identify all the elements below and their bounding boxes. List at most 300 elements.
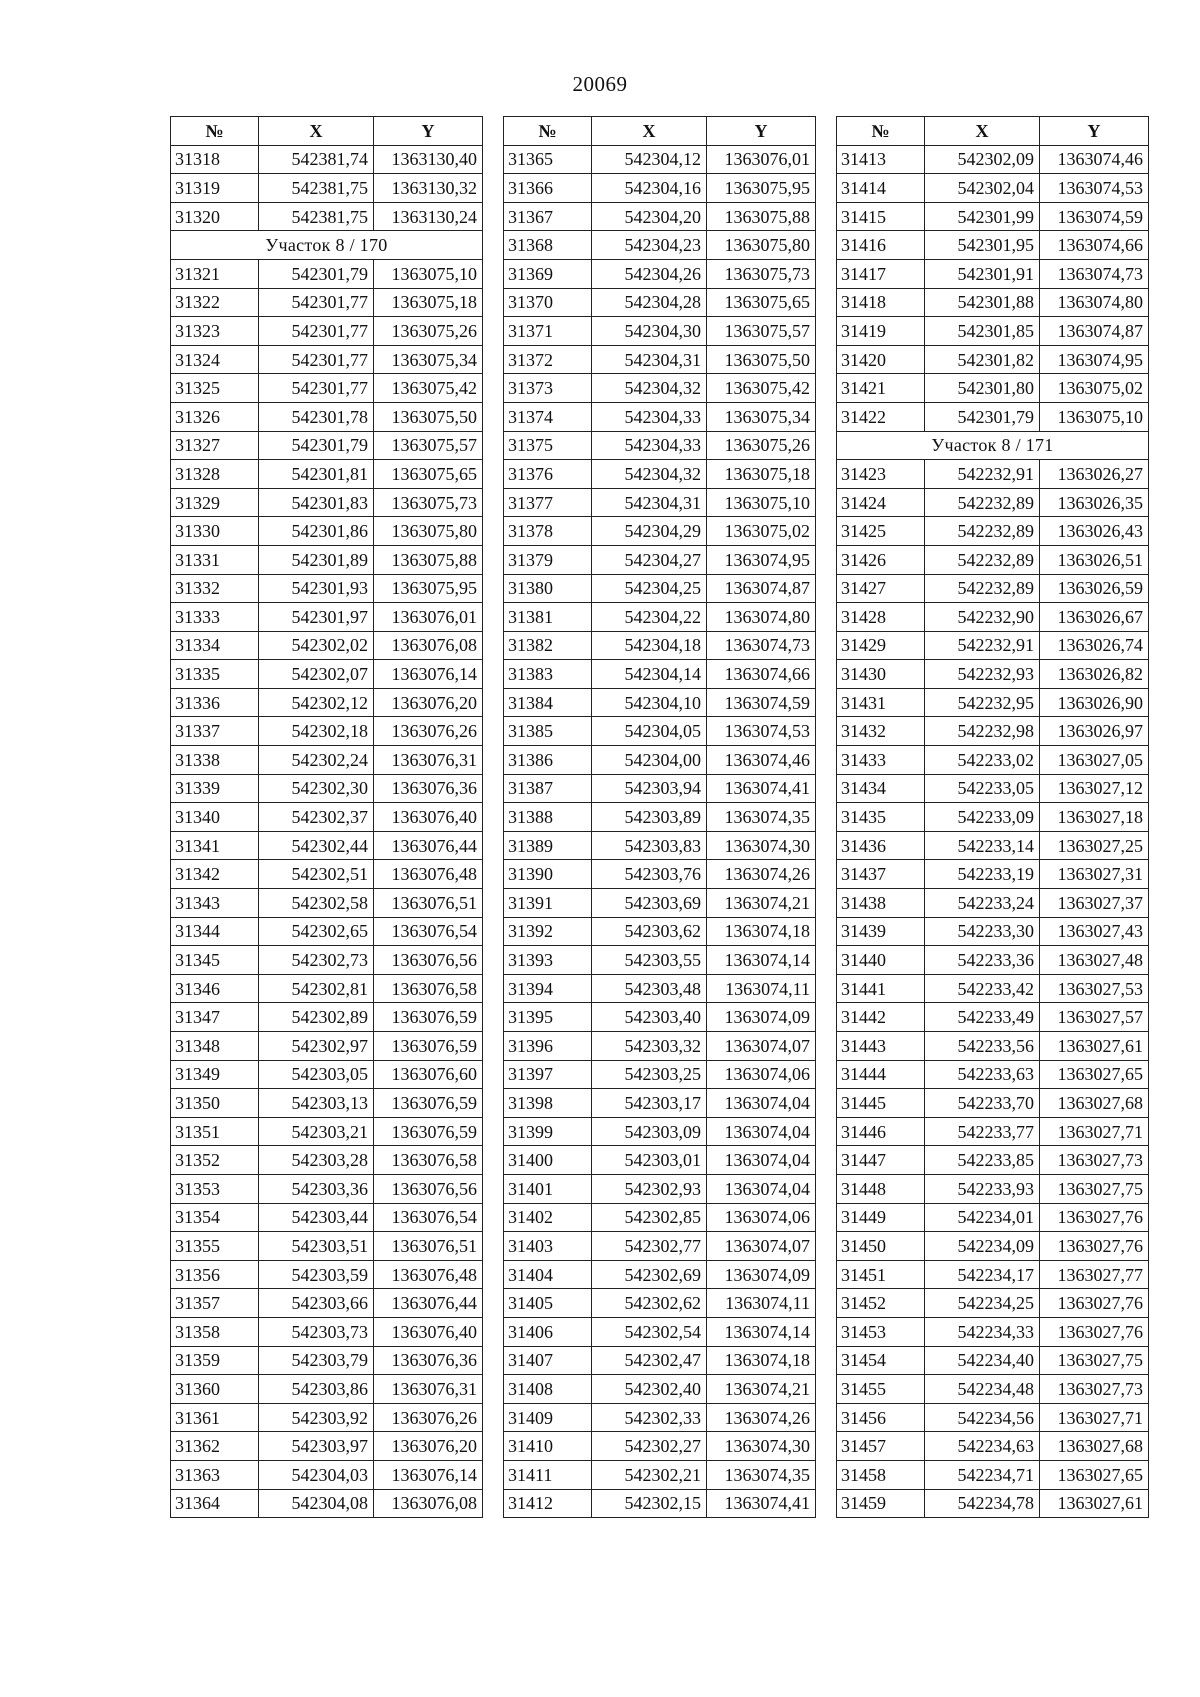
x-coordinate-cell: 542234,56 [925,1403,1040,1432]
x-coordinate-cell: 542304,32 [592,374,707,403]
x-coordinate-cell: 542234,78 [925,1489,1040,1518]
point-number-cell: 31406 [504,1317,592,1346]
point-number-cell: 31448 [837,1174,925,1203]
table-row [504,746,816,775]
y-coordinate-cell: 1363074,30 [707,1432,816,1461]
y-coordinate-cell: 1363027,25 [1040,831,1149,860]
point-number-cell: 31331 [171,545,259,574]
point-number-cell: 31336 [171,688,259,717]
point-number-cell: 31409 [504,1403,592,1432]
point-number-cell: 31334 [171,631,259,660]
x-coordinate-cell: 542303,62 [592,917,707,946]
x-coordinate-cell: 542303,73 [259,1317,374,1346]
x-coordinate-cell: 542303,69 [592,889,707,918]
y-coordinate-cell: 1363027,71 [1040,1403,1149,1432]
table-row [171,517,483,546]
y-coordinate-cell: 1363076,51 [374,889,483,918]
x-coordinate-cell: 542232,89 [925,488,1040,517]
x-coordinate-cell: 542303,94 [592,774,707,803]
y-coordinate-cell: 1363026,82 [1040,660,1149,689]
y-coordinate-cell: 1363075,34 [707,402,816,431]
x-coordinate-cell: 542232,93 [925,660,1040,689]
x-coordinate-cell: 542302,27 [592,1432,707,1461]
y-coordinate-cell: 1363074,46 [707,746,816,775]
table-row [837,460,1149,489]
x-coordinate-cell: 542301,86 [259,517,374,546]
x-coordinate-cell: 542302,93 [592,1174,707,1203]
y-coordinate-cell: 1363074,11 [707,974,816,1003]
x-coordinate-cell: 542304,16 [592,174,707,203]
x-coordinate-cell: 542301,93 [259,574,374,603]
table-header-row [837,117,1149,146]
x-coordinate-cell: 542232,95 [925,688,1040,717]
y-coordinate-cell: 1363074,35 [707,1460,816,1489]
y-coordinate-cell: 1363074,73 [1040,259,1149,288]
y-coordinate-cell: 1363075,88 [707,202,816,231]
table-row [171,974,483,1003]
y-coordinate-cell: 1363026,74 [1040,631,1149,660]
table-row [837,1232,1149,1261]
x-coordinate-cell: 542301,83 [259,488,374,517]
table-row [171,946,483,975]
table-row [837,1003,1149,1032]
table-row [837,831,1149,860]
x-coordinate-cell: 542232,89 [925,574,1040,603]
x-coordinate-cell: 542233,49 [925,1003,1040,1032]
y-coordinate-cell: 1363074,66 [1040,231,1149,260]
y-coordinate-cell: 1363076,44 [374,831,483,860]
y-coordinate-cell: 1363075,80 [707,231,816,260]
table-row [837,917,1149,946]
y-coordinate-cell: 1363074,95 [707,545,816,574]
y-coordinate-cell: 1363026,43 [1040,517,1149,546]
y-coordinate-cell: 1363027,76 [1040,1289,1149,1318]
table-row [837,1089,1149,1118]
table-row [171,717,483,746]
table-row [837,1289,1149,1318]
y-coordinate-cell: 1363074,09 [707,1260,816,1289]
table-row [504,1460,816,1489]
x-coordinate-cell: 542303,48 [592,974,707,1003]
point-number-cell: 31452 [837,1289,925,1318]
table-row [171,1489,483,1518]
point-number-cell: 31444 [837,1060,925,1089]
point-number-cell: 31446 [837,1117,925,1146]
x-coordinate-cell: 542303,86 [259,1375,374,1404]
y-coordinate-cell: 1363027,77 [1040,1260,1149,1289]
table-row [504,259,816,288]
x-coordinate-cell: 542302,40 [592,1375,707,1404]
y-coordinate-cell: 1363074,04 [707,1117,816,1146]
header-number: № [171,117,259,146]
x-coordinate-cell: 542234,33 [925,1317,1040,1346]
table-row [837,946,1149,975]
point-number-cell: 31347 [171,1003,259,1032]
table-row [837,545,1149,574]
x-coordinate-cell: 542304,20 [592,202,707,231]
x-coordinate-cell: 542233,09 [925,803,1040,832]
table-row [171,1032,483,1061]
table-row [504,974,816,1003]
y-coordinate-cell: 1363075,42 [374,374,483,403]
x-coordinate-cell: 542302,58 [259,889,374,918]
x-coordinate-cell: 542302,24 [259,746,374,775]
x-coordinate-cell: 542302,65 [259,917,374,946]
x-coordinate-cell: 542233,42 [925,974,1040,1003]
table-row [504,374,816,403]
x-coordinate-cell: 542302,15 [592,1489,707,1518]
y-coordinate-cell: 1363074,87 [1040,317,1149,346]
section-label: Участок 8 / 171 [837,431,1149,460]
x-coordinate-cell: 542302,47 [592,1346,707,1375]
x-coordinate-cell: 542233,30 [925,917,1040,946]
table-row [171,374,483,403]
table-row [171,660,483,689]
table-row [837,1260,1149,1289]
x-coordinate-cell: 542302,85 [592,1203,707,1232]
point-number-cell: 31430 [837,660,925,689]
y-coordinate-cell: 1363076,14 [374,660,483,689]
y-coordinate-cell: 1363076,59 [374,1003,483,1032]
y-coordinate-cell: 1363026,27 [1040,460,1149,489]
y-coordinate-cell: 1363074,53 [1040,174,1149,203]
point-number-cell: 31429 [837,631,925,660]
x-coordinate-cell: 542303,21 [259,1117,374,1146]
table-row [837,317,1149,346]
x-coordinate-cell: 542303,25 [592,1060,707,1089]
x-coordinate-cell: 542304,00 [592,746,707,775]
table-row [837,374,1149,403]
table-row [504,688,816,717]
x-coordinate-cell: 542303,76 [592,860,707,889]
y-coordinate-cell: 1363075,57 [374,431,483,460]
table-row [504,1089,816,1118]
table-row [504,1174,816,1203]
point-number-cell: 31434 [837,774,925,803]
point-number-cell: 31404 [504,1260,592,1289]
table-row [504,460,816,489]
table-row [837,574,1149,603]
y-coordinate-cell: 1363074,59 [1040,202,1149,231]
table-row [837,202,1149,231]
y-coordinate-cell: 1363075,10 [374,259,483,288]
point-number-cell: 31335 [171,660,259,689]
y-coordinate-cell: 1363074,06 [707,1203,816,1232]
point-number-cell: 31321 [171,259,259,288]
table-row [837,1117,1149,1146]
table-row [504,402,816,431]
x-coordinate-cell: 542302,81 [259,974,374,1003]
table-row [171,1260,483,1289]
section-row [837,431,1149,460]
point-number-cell: 31403 [504,1232,592,1261]
point-number-cell: 31354 [171,1203,259,1232]
x-coordinate-cell: 542301,79 [259,259,374,288]
point-number-cell: 31428 [837,603,925,632]
point-number-cell: 31325 [171,374,259,403]
table-row [504,231,816,260]
y-coordinate-cell: 1363075,26 [707,431,816,460]
x-coordinate-cell: 542303,28 [259,1146,374,1175]
table-row [171,345,483,374]
point-number-cell: 31344 [171,917,259,946]
point-number-cell: 31363 [171,1460,259,1489]
x-coordinate-cell: 542234,25 [925,1289,1040,1318]
table-row [837,1032,1149,1061]
table-row [504,660,816,689]
y-coordinate-cell: 1363076,56 [374,946,483,975]
x-coordinate-cell: 542303,36 [259,1174,374,1203]
table-row [504,1346,816,1375]
point-number-cell: 31338 [171,746,259,775]
y-coordinate-cell: 1363076,58 [374,974,483,1003]
table-row [171,1232,483,1261]
table-row [171,1203,483,1232]
x-coordinate-cell: 542233,19 [925,860,1040,889]
point-number-cell: 31419 [837,317,925,346]
table-row [171,1403,483,1432]
point-number-cell: 31410 [504,1432,592,1461]
table-row [837,174,1149,203]
x-coordinate-cell: 542304,30 [592,317,707,346]
table-row [504,574,816,603]
x-coordinate-cell: 542302,51 [259,860,374,889]
page-number: 20069 [572,72,628,96]
point-number-cell: 31401 [504,1174,592,1203]
x-coordinate-cell: 542302,37 [259,803,374,832]
table-row [171,174,483,203]
point-number-cell: 31390 [504,860,592,889]
point-number-cell: 31389 [504,831,592,860]
point-number-cell: 31393 [504,946,592,975]
point-number-cell: 31362 [171,1432,259,1461]
point-number-cell: 31340 [171,803,259,832]
y-coordinate-cell: 1363075,50 [374,402,483,431]
table-row [837,1317,1149,1346]
x-coordinate-cell: 542233,63 [925,1060,1040,1089]
table-row [504,1289,816,1318]
point-number-cell: 31383 [504,660,592,689]
point-number-cell: 31414 [837,174,925,203]
y-coordinate-cell: 1363076,40 [374,803,483,832]
y-coordinate-cell: 1363026,51 [1040,545,1149,574]
y-coordinate-cell: 1363076,51 [374,1232,483,1261]
x-coordinate-cell: 542232,90 [925,603,1040,632]
table-row [171,202,483,231]
y-coordinate-cell: 1363074,09 [707,1003,816,1032]
x-coordinate-cell: 542304,18 [592,631,707,660]
point-number-cell: 31337 [171,717,259,746]
table-row [504,1260,816,1289]
point-number-cell: 31418 [837,288,925,317]
point-number-cell: 31442 [837,1003,925,1032]
x-coordinate-cell: 542301,77 [259,374,374,403]
y-coordinate-cell: 1363027,57 [1040,1003,1149,1032]
table-row [504,1489,816,1518]
x-coordinate-cell: 542233,85 [925,1146,1040,1175]
x-coordinate-cell: 542302,30 [259,774,374,803]
point-number-cell: 31424 [837,488,925,517]
point-number-cell: 31433 [837,746,925,775]
table-row [837,517,1149,546]
table-row [171,488,483,517]
table-row [171,1346,483,1375]
y-coordinate-cell: 1363075,10 [1040,402,1149,431]
table-row [171,774,483,803]
x-coordinate-cell: 542303,66 [259,1289,374,1318]
table-row [504,517,816,546]
y-coordinate-cell: 1363074,04 [707,1089,816,1118]
table-row [837,1174,1149,1203]
y-coordinate-cell: 1363027,43 [1040,917,1149,946]
point-number-cell: 31333 [171,603,259,632]
point-number-cell: 31327 [171,431,259,460]
header-y: Y [707,117,816,146]
point-number-cell: 31356 [171,1260,259,1289]
table-row [837,603,1149,632]
point-number-cell: 31361 [171,1403,259,1432]
x-coordinate-cell: 542232,89 [925,545,1040,574]
table-row [504,717,816,746]
y-coordinate-cell: 1363074,59 [707,688,816,717]
point-number-cell: 31326 [171,402,259,431]
point-number-cell: 31374 [504,402,592,431]
y-coordinate-cell: 1363074,18 [707,917,816,946]
y-coordinate-cell: 1363074,11 [707,1289,816,1318]
x-coordinate-cell: 542303,83 [592,831,707,860]
point-number-cell: 31457 [837,1432,925,1461]
y-coordinate-cell: 1363076,56 [374,1174,483,1203]
table-row [837,488,1149,517]
x-coordinate-cell: 542304,10 [592,688,707,717]
x-coordinate-cell: 542303,17 [592,1089,707,1118]
x-coordinate-cell: 542301,95 [925,231,1040,260]
table-row [837,1146,1149,1175]
y-coordinate-cell: 1363074,21 [707,1375,816,1404]
point-number-cell: 31322 [171,288,259,317]
table-row [171,259,483,288]
y-coordinate-cell: 1363074,04 [707,1174,816,1203]
y-coordinate-cell: 1363027,76 [1040,1203,1149,1232]
y-coordinate-cell: 1363075,50 [707,345,816,374]
x-coordinate-cell: 542304,31 [592,345,707,374]
y-coordinate-cell: 1363076,36 [374,1346,483,1375]
table-row [504,803,816,832]
table-row [171,1060,483,1089]
point-number-cell: 31367 [504,202,592,231]
y-coordinate-cell: 1363074,26 [707,860,816,889]
header-x: X [592,117,707,146]
point-number-cell: 31391 [504,889,592,918]
x-coordinate-cell: 542303,40 [592,1003,707,1032]
y-coordinate-cell: 1363076,54 [374,1203,483,1232]
x-coordinate-cell: 542303,89 [592,803,707,832]
point-number-cell: 31364 [171,1489,259,1518]
point-number-cell: 31373 [504,374,592,403]
x-coordinate-cell: 542304,22 [592,603,707,632]
y-coordinate-cell: 1363027,18 [1040,803,1149,832]
x-coordinate-cell: 542232,91 [925,631,1040,660]
x-coordinate-cell: 542302,54 [592,1317,707,1346]
y-coordinate-cell: 1363027,76 [1040,1232,1149,1261]
x-coordinate-cell: 542304,26 [592,259,707,288]
point-number-cell: 31408 [504,1375,592,1404]
y-coordinate-cell: 1363076,31 [374,1375,483,1404]
point-number-cell: 31372 [504,345,592,374]
x-coordinate-cell: 542301,89 [259,545,374,574]
x-coordinate-cell: 542233,56 [925,1032,1040,1061]
y-coordinate-cell: 1363026,90 [1040,688,1149,717]
x-coordinate-cell: 542304,27 [592,545,707,574]
y-coordinate-cell: 1363027,75 [1040,1346,1149,1375]
table-row [171,688,483,717]
point-number-cell: 31445 [837,1089,925,1118]
y-coordinate-cell: 1363027,12 [1040,774,1149,803]
point-number-cell: 31456 [837,1403,925,1432]
table-row [837,660,1149,689]
y-coordinate-cell: 1363074,35 [707,803,816,832]
point-number-cell: 31438 [837,889,925,918]
table-row [171,1146,483,1175]
y-coordinate-cell: 1363130,24 [374,202,483,231]
y-coordinate-cell: 1363075,02 [1040,374,1149,403]
table-row [504,774,816,803]
point-number-cell: 31425 [837,517,925,546]
x-coordinate-cell: 542234,71 [925,1460,1040,1489]
y-coordinate-cell: 1363075,73 [374,488,483,517]
table-row [504,145,816,174]
x-coordinate-cell: 542304,33 [592,402,707,431]
y-coordinate-cell: 1363074,53 [707,717,816,746]
y-coordinate-cell: 1363027,68 [1040,1089,1149,1118]
table-row [171,460,483,489]
point-number-cell: 31402 [504,1203,592,1232]
x-coordinate-cell: 542303,13 [259,1089,374,1118]
point-number-cell: 31376 [504,460,592,489]
y-coordinate-cell: 1363076,54 [374,917,483,946]
point-number-cell: 31426 [837,545,925,574]
y-coordinate-cell: 1363075,57 [707,317,816,346]
y-coordinate-cell: 1363074,18 [707,1346,816,1375]
table-row [171,402,483,431]
y-coordinate-cell: 1363076,44 [374,1289,483,1318]
x-coordinate-cell: 542303,32 [592,1032,707,1061]
point-number-cell: 31358 [171,1317,259,1346]
table-row [837,288,1149,317]
point-number-cell: 31318 [171,145,259,174]
table-row [837,1060,1149,1089]
x-coordinate-cell: 542303,97 [259,1432,374,1461]
table-row [504,631,816,660]
y-coordinate-cell: 1363026,67 [1040,603,1149,632]
table-row [504,488,816,517]
x-coordinate-cell: 542234,09 [925,1232,1040,1261]
point-number-cell: 31377 [504,488,592,517]
x-coordinate-cell: 542233,14 [925,831,1040,860]
x-coordinate-cell: 542381,75 [259,174,374,203]
x-coordinate-cell: 542381,74 [259,145,374,174]
point-number-cell: 31453 [837,1317,925,1346]
point-number-cell: 31380 [504,574,592,603]
header-y: Y [374,117,483,146]
table-row [171,1375,483,1404]
x-coordinate-cell: 542301,80 [925,374,1040,403]
y-coordinate-cell: 1363027,31 [1040,860,1149,889]
point-number-cell: 31431 [837,688,925,717]
y-coordinate-cell: 1363075,02 [707,517,816,546]
x-coordinate-cell: 542233,02 [925,746,1040,775]
point-number-cell: 31386 [504,746,592,775]
